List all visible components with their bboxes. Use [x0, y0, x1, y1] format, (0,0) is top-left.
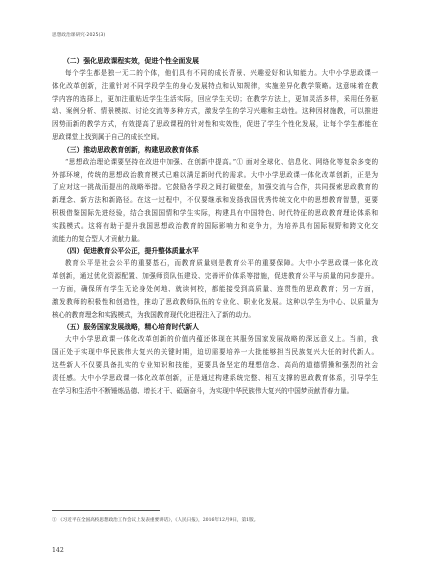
paragraph-line: 学内容的选择上，更加注重贴近学生生活实际，回应学生关切；在教学方法上，更加灵活多样，采用任务驱 — [52, 94, 378, 103]
paragraph-line: 教育公平是社会公平的重要基石，而教育质量则是教育公平的重要保障。大中小学思政课一体化改 — [65, 259, 378, 268]
paragraph-line: 革创新，通过优化资源配置、加强师资队伍建设、完善评价体系等措施，促进教育公平与质量的同步提升。 — [52, 272, 378, 281]
section-paragraph — [52, 156, 378, 246]
paragraph-line: 核心的教育理念和实践模式，为我国教育现代化进程注入了新的动力。 — [52, 310, 255, 319]
section-paragraph — [52, 333, 378, 397]
section-heading: （五）服务国家发展战略，精心培育时代新人 — [63, 323, 199, 332]
section-heading: （四）促进教育公平公正，提升整体质量水平 — [63, 247, 199, 256]
paragraph-line: 动、案例分析、情景模拟、讨论交流等多种方式，激发学生的学习兴趣和主动性。这种因材施教，可以推进 — [52, 107, 378, 116]
paragraph-line: 每个学生都是独一无二的个体，他们具有不同的成长背景、兴趣爱好和认知能力。大中小学思政课一 — [65, 69, 378, 77]
paragraph-line: 积极借鉴国际先进经验，结合我国国情和学生实际，构建具有中国特色、时代特征的思政教育理论体系和 — [52, 208, 378, 217]
paragraph-line: 体化改革创新，注重针对不同学段学生的身心发展特点和认知规律，实施差异化教学策略。这意味着在教 — [52, 81, 378, 90]
paragraph-line: 大中小学思政课一体化改革创新的价值内蕴还体现在其服务国家发展战略的深远意义上。当前，我 — [65, 335, 378, 344]
paragraph-line: 流能力的复合型人才贡献力量。 — [52, 234, 144, 243]
paragraph-line: 国正处于实现中华民族伟大复兴的关键时期，迫切需要培养一大批能够担当民族复兴大任的时代新人。 — [52, 348, 378, 357]
footnote-rule — [52, 510, 160, 511]
paragraph-line: 实践模式。这将有助于提升我国思想政治教育的国际影响力和竞争力，为培养具有国际视野和跨文化交 — [52, 221, 378, 230]
body-content — [52, 55, 378, 397]
section-heading: （二）强化思政课程实效，促进个性全面发展 — [63, 57, 199, 65]
paragraph-line: “思想政治理论课要坚持在改进中加强、在创新中提高。”① 面对全球化、信息化、网络化等复杂多变的 — [65, 157, 378, 166]
paragraph-line: 新理念、新方法和新路径。在这一过程中，不仅要继承和发扬我国优秀传统文化中的思想教育智慧，更要 — [52, 196, 378, 205]
paragraph-line: 一方面，确保所有学生无论身处何地、就读何校，都能接受到高质量、连贯性的思政教育；另一方面， — [52, 284, 378, 293]
page-number: 142 — [52, 547, 64, 554]
paragraph-line: 激发教师的积极性和创造性，推动了思政教师队伍的专业化、职业化发展。这种以学生为中心、以质量为 — [52, 297, 378, 306]
paragraph-line: 思政课堂上找到属于自己的成长空间。 — [52, 132, 164, 141]
section-paragraph — [52, 67, 378, 144]
paragraph-line: 在学习和生活中不断锤炼品德、增长才干、砥砺奋斗，为实现中华民族伟大复兴的中国梦贡献青春力量。 — [52, 386, 354, 395]
paragraph-line: 这些新人不仅要具备扎实的专业知识和技能，更要具备坚定的理想信念、高尚的道德情操和强烈的社会 — [52, 360, 378, 369]
section-paragraph — [52, 257, 378, 321]
section-heading: （三）推动思政教育创新，构建思政教育体系 — [63, 145, 199, 154]
paragraph-line: 责任感。大中小学思政课一体化改革创新，正是通过构建系统完整、相互支撑的思政教育体系，引导学生 — [52, 373, 378, 382]
footnote: ① 《习近平在全国高校思想政治工作会议上发表重要讲话》，《人民日报》，2016年12月9日，第1版。 — [52, 518, 259, 523]
paragraph-line: 外部环境，传统的思想政治教育模式已难以满足新时代的需求。大中小学思政课一体化改革创新，正是为 — [52, 170, 378, 179]
paragraph-line: 了应对这一挑战而提出的战略举措。它鼓励各学段之间打破壁垒，加强交流与合作，共同探索思政教育的 — [52, 183, 378, 192]
running-header: 思想政治课研究·2025(3) — [52, 33, 106, 38]
paragraph-line: 因势而新的教学方式，有效提高了思政课程的针对性和实效性，促进了学生个性化发展，让每个学生都能在 — [52, 120, 378, 129]
